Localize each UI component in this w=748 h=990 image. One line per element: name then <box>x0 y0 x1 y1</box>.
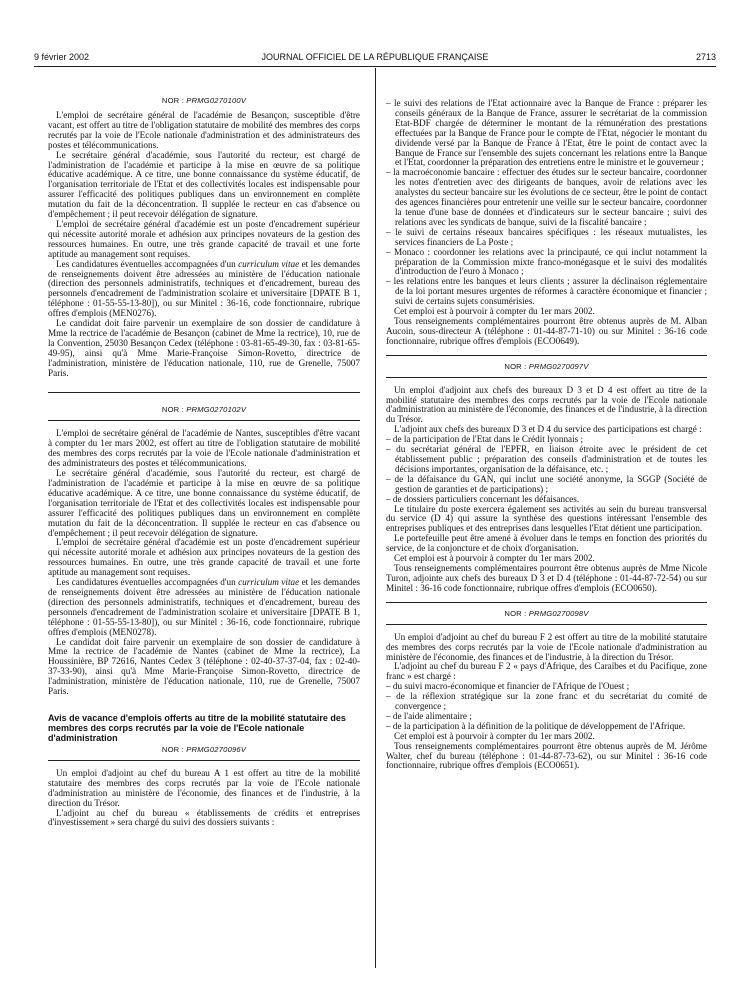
section-heading: Avis de vacance d'emplois offerts au titre de la mobilité statutaire des membres des corps recrutés par la voie de l'Ecole nationale d'administration <box>48 712 346 743</box>
nor-code: PRMG0270102V <box>186 405 247 415</box>
list-item: – de l'aide alimentaire ; <box>386 710 472 721</box>
text-run-italic: curriculum vitae <box>238 577 300 588</box>
notice-besancon <box>48 96 360 378</box>
paragraph: L'emploi de secrétaire général de l'académie de Nantes, susceptibles d'être vacant à compter du 1er mars 2002, est offert au titre de l'obligation statutaire de mobilité des membres des corps recrutés par la voie de l'Ecole nationale d'administration et des administrateurs des postes et télécommunications. <box>48 428 360 469</box>
nor-prefix: NOR : <box>504 608 529 618</box>
section-rule <box>48 420 360 421</box>
paragraph <box>48 260 360 319</box>
paragraph: Cet emploi est à pourvoir à compter du 1er mars 2002. <box>394 730 595 741</box>
nor-reference <box>386 362 707 371</box>
paragraph: Le secrétaire général d'académie, sous l'autorité du recteur, est chargé de l'administration de l'académie et participe à la mise en œuvre de sa politique éducative académique. A ce titre, une bonne connaissance du système éducatif, de l'organisation territoriale de l'Etat et des collectivités locales est indispensable pour assurer l'efficacité des politiques publiques dans un environnement en complète mutation du fait de la déconcentration. Il supplée le recteur en cas d'absence ou d'empêchement ; il peut recevoir délégation de signature. <box>48 149 360 220</box>
paragraph: L'adjoint aux chefs des bureaux D 3 et D 4 du service des participations est chargé : <box>394 424 702 435</box>
nor-reference <box>48 96 360 105</box>
list-item: – de dossiers particuliers concernant les défaisances. <box>386 493 580 504</box>
text-run: Les candidatures éventuelles accompagnées d'un <box>56 577 239 588</box>
section-rule <box>48 392 360 393</box>
list-item: – Monaco : coordonner les relations avec la principauté, ce qui inclut notamment la préparation de la Commission mixte franco-monégasque et le suivi des modalités d'introduction de l'euro à Monaco ; <box>386 246 707 277</box>
notice-f2 <box>386 609 707 772</box>
right-column <box>386 99 707 771</box>
paragraph: L'adjoint au chef du bureau F 2 « pays d'Afrique, des Caraïbes et du Pacifique, zone franc » est chargé : <box>386 661 707 682</box>
paragraph: Un emploi d'adjoint au chef du bureau F 2 est offert au titre de la mobilité statutaire des membres des corps recrutés par la voie de l'Ecole nationale d'administration au ministère de l'économie, des finances et de l'industrie, à la direction du Trésor. <box>386 631 707 662</box>
nor-reference <box>386 609 707 618</box>
paragraph: L'emploi de secrétaire général d'académie est un poste d'encadrement supérieur qui nécessite autorité morale et adhésion aux principes novateurs de la gestion des ressources humaines. En outre, une très grande capacité de travail et une forte aptitude au management sont requises. <box>48 537 360 578</box>
paragraph: Le candidat doit faire parvenir un exemplaire de son dossier de candidature à Mme la rectrice de l'académie de Nantes (cabinet de Mme la rectrice), La Houssinière, BP 72616, Nantes Cedex 3 (téléphone : 02-40-37-37-04, fax : 02-40-37-33-90), ainsi qu'à Mme Marie-Françoise Simon-Rovetto, directrice de l'administration, ministère de l'éducation nationale, 110, rue de Grenelle, 75007 Paris. <box>48 636 360 697</box>
paragraph: Un emploi d'adjoint au chef du bureau A 1 est offert au titre de la mobilité statutaire des membres des corps recrutés par la voie de l'Ecole nationale d'administration au ministère de l'économie, des finances et de l'industrie, à la direction du Trésor. <box>48 767 360 808</box>
list-item: – du secrétariat général de l'EPFR, en liaison étroite avec le président de cet établissement public ; préparation des conseils d'administration et de toutes les décisions importantes, organisation de la défaisance, etc. ; <box>386 444 707 474</box>
section-rule <box>386 377 707 378</box>
left-column <box>48 96 360 828</box>
notice-d3-d4 <box>386 362 707 594</box>
list-item: – de la défaisance du GAN, qui inclut une société anonyme, la SGGP (Société de gestion de garanties et de participations) ; <box>386 473 707 494</box>
text-run-italic: curriculum vitae <box>238 258 300 269</box>
list-item: – du suivi macro-économique et financier de l'Afrique de l'Ouest ; <box>386 681 630 692</box>
journal-title: JOURNAL OFFICIEL DE LA RÉPUBLIQUE FRANÇAISE <box>261 52 489 62</box>
notice-a1-continued <box>386 99 707 347</box>
paragraph: Tous renseignements complémentaires pourront être obtenus auprès de M. Jérôme Walter, chef du bureau (téléphone : 01-44-87-73-62), ou sur Minitel : 36-16 code fonctionnaire, rubrique offres d'emplois (ECO0651). <box>386 740 707 771</box>
list-item: – la macroéconomie bancaire : effectuer des études sur le secteur bancaire, coordonner les notes d'entretien avec des dirigeants de banques, avoir de relations avec les analystes du secteur bancaire sur les évolutions de ce secteur, être le point de contact des agences financières pour entretenir une veille sur le secteur bancaire, coordonner la tenue d'une base de données et d'indicateurs sur le secteur bancaire ; suivi des relations avec les syndicats de banque, suivi de la fiscalité bancaire ; <box>386 167 707 227</box>
paragraph: Le secrétaire général d'académie, sous l'autorité du recteur, est chargé de l'administration de l'académie et participe à la mise en œuvre de sa politique éducative académique. A ce titre, une bonne connaissance du système éducatif, de l'organisation territoriale de l'Etat et des collectivités locales est indispensable pour assurer l'efficacité des politiques publiques dans un environnement en complète mutation du fait de la déconcentration. Il supplée le recteur en cas d'absence ou d'empêchement ; il peut recevoir délégation de signature. <box>48 468 360 538</box>
nor-prefix: NOR : <box>161 744 187 754</box>
nor-code: PRMG0270100V <box>186 96 247 105</box>
paragraph: Tous renseignements complémentaires pourront être obtenus auprès de M. Alban Aucoin, sous-directeur A (téléphone : 01-44-87-71-10) ou sur Minitel : 36-16 code fonctionnaire, rubrique offres d'emplois (ECO0649). <box>386 315 707 346</box>
nor-reference <box>48 405 360 414</box>
nor-prefix: NOR : <box>161 405 187 415</box>
paragraph: Le candidat doit faire parvenir un exemplaire de son dossier de candidature à Mme la rectrice de l'académie de Besançon (cabinet de Mme la rectrice), 10, rue de la Convention, 25030 Besançon Cedex (téléphone : 03-81-65-49-30, fax : 03-81-65-49-95), ainsi qu'à Mme Marie-Françoise Simon-Rovetto, directrice de l'administration, ministère de l'éducation nationale, 110, rue de Grenelle, 75007 Paris. <box>48 318 360 378</box>
nor-code: PRMG0270096V <box>186 744 247 754</box>
paragraph: Cet emploi est à pourvoir à compter du 1er mars 2002. <box>394 306 595 317</box>
section-rule <box>386 355 707 356</box>
vacancy-section <box>48 713 360 828</box>
paragraph: L'emploi de secrétaire général de l'académie de Besançon, susceptible d'être vacant, est offert au titre de l'obligation statutaire de mobilité des membres des corps recrutés par la voie de l'Ecole nationale d'administration et des administrateurs des postes et télécommunications. <box>48 110 360 150</box>
list-item: – de la participation de l'Etat dans le Crédit lyonnais ; <box>386 434 584 445</box>
paragraph: Un emploi d'adjoint aux chefs des bureaux D 3 et D 4 est offert au titre de la mobilité statutaire des membres des corps recrutés par la voie de l'Ecole nationale d'administration au ministère de l'économie, des finances et de l'industrie, à la direction du Trésor. <box>386 384 707 425</box>
paragraph: Le titulaire du poste exercera également ses activités au sein du bureau transversal du service (D 4) qui assure la synthèse des questions intéressant l'ensemble des entreprises publiques et des entreprises dans lesquelles l'Etat détient une participation. <box>386 503 707 534</box>
paragraph: Le portefeuille peut être amené à évoluer dans le temps en fonction des priorités du service, de la conjoncture et de choix d'organisation. <box>386 533 707 554</box>
list-item: – le suivi des relations de l'Etat actionnaire avec la Banque de France : préparer les conseils généraux de la Banque de France, assurer le secrétariat de la commission Etat-BDF chargée de déterminer le montant de la rémunération des prestations effectuées par la Banque de France pour le compte de l'Etat, négocier le montant du dividende versé par la Banque de France à l'Etat, être le point de contact avec la Banque de France sur l'ensemble des sujets concernant les relations entre la Banque et l'Etat, coordonner la préparation des entretiens entre le ministre et le gouverneur ; <box>386 98 707 168</box>
paragraph <box>48 578 360 637</box>
section-rule <box>386 624 707 625</box>
text-run: et les demandes de renseignements doivent être adressées au ministère de l'éducation nationale (direction des personnels administratifs, techniques et d'encadrement, bureau des personnels d'encadrement de l'administration scolaire et universitaire [DPATE B 1, téléphone : 01-55-55-13-80]), ou sur Minitel : 36-16, code fonctionnaire, rubrique offres d'emplois (MEN0278). <box>48 577 360 637</box>
paragraph: L'emploi de secrétaire général d'académie est un poste d'encadrement supérieur qui nécessite autorité morale et adhésion aux principes novateurs de la gestion des ressources humaines. En outre, une très grande capacité de travail et une forte aptitude au management sont requises. <box>48 218 360 259</box>
page-number: 2713 <box>695 52 716 62</box>
nor-prefix: NOR : <box>504 361 529 371</box>
column-divider <box>375 68 376 968</box>
section-rule <box>48 760 360 761</box>
nor-code: PRMG0270098V <box>528 608 589 618</box>
text-run: Les candidatures éventuelles accompagnées d'un <box>56 258 239 269</box>
list-item: – de la participation à la définition de la politique de développement de l'Afrique. <box>386 720 686 731</box>
nor-prefix: NOR : <box>161 96 187 105</box>
list-item: – de la réflexion stratégique sur la zone franc et du secrétariat du comité de convergence ; <box>386 691 707 712</box>
issue-date: 9 février 2002 <box>34 52 90 62</box>
nor-reference <box>48 745 360 754</box>
paragraph: Cet emploi est à pourvoir à compter du 1er mars 2002. <box>394 553 595 564</box>
paragraph: Tous renseignements complémentaires pourront être obtenus auprès de Mme Nicole Turon, adjointe aux chefs des bureaux D 3 et D 4 (téléphone : 01-44-87-72-54) ou sur Minitel : 36-16 code fonctionnaire, rubrique offres d'emplois (ECO0650). <box>386 562 707 593</box>
page-header <box>34 52 716 66</box>
text-run: et les demandes de renseignements doivent être adressées au ministère de l'éducation nationale (direction des personnels administratifs, techniques et d'encadrement, bureau des personnels d'encadrement de l'administration scolaire et universitaire [DPATE B 1, téléphone : 01-55-55-13-80]), ou sur Minitel : 36-16, code fonctionnaire, rubrique offres d'emplois (MEN0276). <box>48 258 360 319</box>
header-rule <box>34 66 716 67</box>
list-item: – les relations entre les banques et leurs clients ; assurer la déclinaison réglementaire de la loi portant mesures urgentes de réformes à caractère économique et financier ; suivi de certains sujets consumérisies. <box>386 276 707 307</box>
section-rule <box>386 602 707 603</box>
list-item: – le suivi de certains réseaux bancaires spécifiques : les réseaux mutualistes, les services financiers de La Poste ; <box>386 226 707 247</box>
paragraph: L'adjoint au chef du bureau « établissements de crédits et entreprises d'investissement » sera chargé du suivi des dossiers suivants : <box>48 807 360 828</box>
nor-code: PRMG0270097V <box>528 361 589 371</box>
notice-nantes <box>48 405 360 696</box>
